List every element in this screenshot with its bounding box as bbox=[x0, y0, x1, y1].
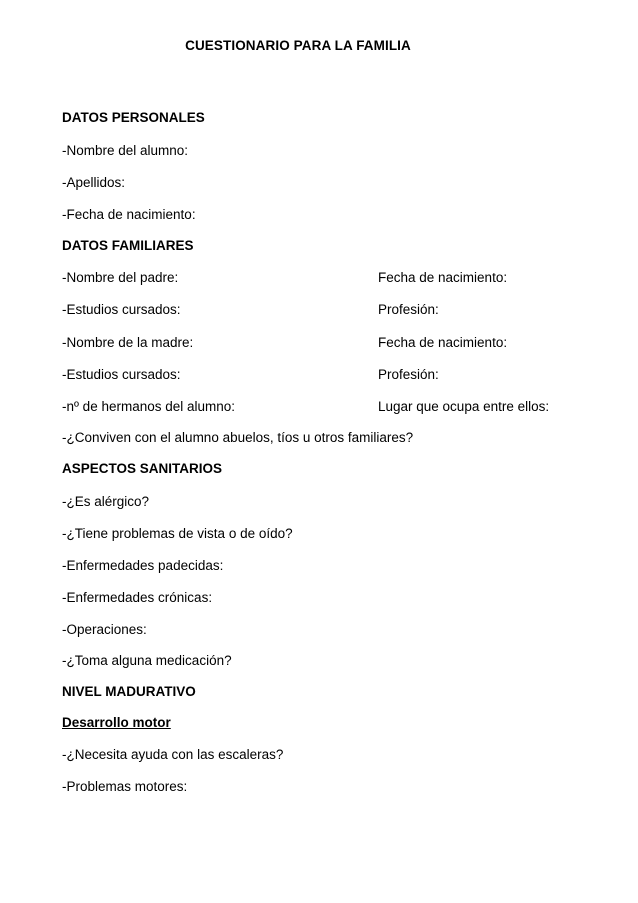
field-conviven-familiares: -¿Conviven con el alumno abuelos, tíos u otros familiares? bbox=[62, 430, 414, 445]
field-madre-profesion: Profesión: bbox=[378, 367, 439, 382]
field-alergico: -¿Es alérgico? bbox=[62, 494, 150, 509]
field-madre-fecha-nacimiento: Fecha de nacimiento: bbox=[378, 335, 508, 350]
field-nombre-madre: -Nombre de la madre: bbox=[62, 335, 194, 350]
field-padre-profesion: Profesión: bbox=[378, 302, 439, 317]
field-fecha-nacimiento: -Fecha de nacimiento: bbox=[62, 207, 196, 222]
field-nombre-padre: -Nombre del padre: bbox=[62, 270, 179, 285]
field-numero-hermanos: -nº de hermanos del alumno: bbox=[62, 399, 236, 414]
field-apellidos: -Apellidos: bbox=[62, 175, 126, 190]
subheading-desarrollo-motor: Desarrollo motor bbox=[62, 715, 171, 730]
field-enfermedades-padecidas: -Enfermedades padecidas: bbox=[62, 558, 224, 573]
section-heading-nivel-madurativo: NIVEL MADURATIVO bbox=[62, 684, 196, 699]
field-vista-oido: -¿Tiene problemas de vista o de oído? bbox=[62, 526, 293, 541]
field-nombre-alumno: -Nombre del alumno: bbox=[62, 143, 189, 158]
section-heading-datos-personales: DATOS PERSONALES bbox=[62, 110, 205, 125]
field-ayuda-escaleras: -¿Necesita ayuda con las escaleras? bbox=[62, 747, 284, 762]
section-heading-datos-familiares: DATOS FAMILIARES bbox=[62, 238, 194, 253]
field-padre-estudios: -Estudios cursados: bbox=[62, 302, 181, 317]
field-operaciones: -Operaciones: bbox=[62, 622, 147, 637]
field-medicacion: -¿Toma alguna medicación? bbox=[62, 653, 232, 668]
field-enfermedades-cronicas: -Enfermedades crónicas: bbox=[62, 590, 213, 605]
section-heading-aspectos-sanitarios: ASPECTOS SANITARIOS bbox=[62, 461, 223, 476]
field-madre-estudios: -Estudios cursados: bbox=[62, 367, 181, 382]
document-title: CUESTIONARIO PARA LA FAMILIA bbox=[185, 38, 411, 53]
field-padre-fecha-nacimiento: Fecha de nacimiento: bbox=[378, 270, 508, 285]
field-lugar-hermanos: Lugar que ocupa entre ellos: bbox=[378, 399, 550, 414]
field-problemas-motores: -Problemas motores: bbox=[62, 779, 188, 794]
